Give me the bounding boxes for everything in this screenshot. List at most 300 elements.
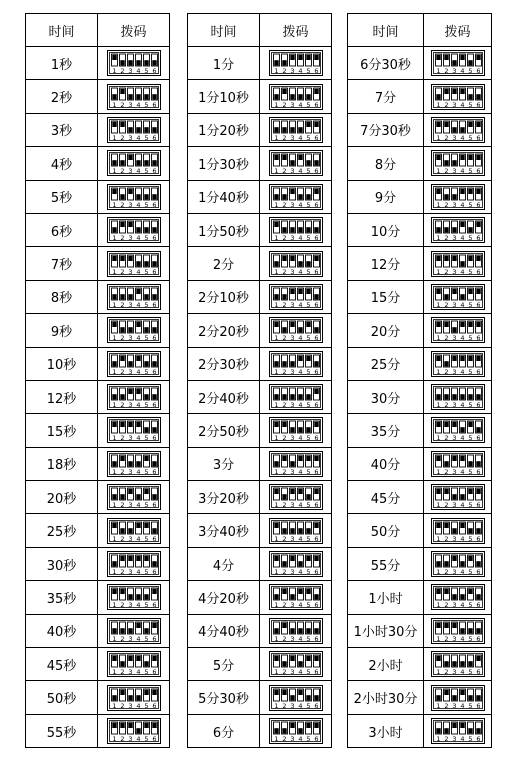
dip-switch-knob-off [314,328,318,333]
switch-number-label: 1 [435,167,441,176]
switch-number-label: 3 [127,134,133,143]
dip-switch [431,651,485,677]
table-row [26,414,170,447]
dip-switch-knob-on [436,322,440,327]
dip-switch-knob-on [460,322,464,327]
dip-switch-graphic [431,117,485,143]
switch-number-label: 5 [305,735,311,744]
switch-number-label: 5 [143,701,149,710]
dip-switch-graphic [107,217,161,243]
dip-switch-knob-on [476,356,480,361]
dip-code-cell [260,80,332,113]
dip-switch-knob-on [120,255,124,260]
switch-number-label: 3 [289,468,295,477]
dip-switch-graphic [431,184,485,210]
table-row [26,581,170,614]
table-row [348,180,492,213]
dip-switch-knob-off [290,628,294,633]
switch-number-label: 6 [475,534,481,543]
dip-switch-knob-off [274,294,278,299]
switch-number-label: 2 [119,100,125,109]
dip-switch-knob-off [436,561,440,566]
dip-switch-knob-off [436,394,440,399]
switch-number-label: 6 [313,601,319,610]
dip-switch-graphic [269,685,323,711]
time-cell: 18秒 [26,447,98,480]
switch-number-label: 6 [151,401,157,410]
dip-switch-knob-off [460,561,464,566]
dip-switch-knob-off [144,161,148,166]
dip-switch-knob-on [444,122,448,127]
switch-number-label: 5 [305,401,311,410]
switch-number-label: 3 [451,200,457,209]
time-cell: 40秒 [26,614,98,647]
dip-switch-knob-off [128,628,132,633]
dip-switch-graphic [107,618,161,644]
table-row [348,614,492,647]
dip-switch-graphic [431,317,485,343]
switch-number-label: 2 [281,434,287,443]
switch-number-label: 6 [313,668,319,677]
switch-number-label: 6 [151,234,157,243]
switch-number-label: 4 [135,635,141,644]
dip-switch-knob-off [112,628,116,633]
dip-switch-knob-on [436,189,440,194]
switch-number-label: 4 [459,668,465,677]
switch-number-label: 5 [467,167,473,176]
dip-switch-knob-on [436,289,440,294]
switch-number-label: 4 [459,67,465,76]
dip-code-cell [98,648,170,681]
switch-number-label: 2 [281,267,287,276]
switch-number-label: 6 [151,701,157,710]
dip-switch-knob-off [306,161,310,166]
dip-switch [269,484,323,510]
dip-switch-knob-off [444,294,448,299]
dip-code-cell [424,481,492,514]
switch-number-label: 2 [119,267,125,276]
dip-switch [431,551,485,577]
dip-switch-knob-off [452,194,456,199]
switch-number-label: 2 [119,367,125,376]
dip-switch-knob-on [460,689,464,694]
table-row [26,180,170,213]
switch-number-label: 4 [459,468,465,477]
dip-switch-knob-off [476,394,480,399]
dip-switch-knob-on [468,322,472,327]
dip-switch-knob-off [452,595,456,600]
switch-number-label: 3 [289,434,295,443]
time-cell: 1分10秒 [188,80,260,113]
dip-switch-knob-on [274,222,278,227]
switch-number-label: 4 [135,334,141,343]
switch-number-label: 6 [313,334,319,343]
dip-switch [269,217,323,243]
switch-number-label: 2 [119,468,125,477]
dip-switch-knob-on [152,656,156,661]
dip-switch-knob-off [444,461,448,466]
switch-number-label: 2 [281,367,287,376]
switch-number-label: 3 [289,67,295,76]
switch-number-label: 6 [151,501,157,510]
time-cell: 1分30秒 [188,147,260,180]
dip-switch-knob-off [476,528,480,533]
switch-number-label: 1 [111,468,117,477]
time-cell: 25秒 [26,514,98,547]
dip-switch [269,384,323,410]
switch-number-label: 5 [143,534,149,543]
dip-switch-knob-off [274,94,278,99]
dip-switch-knob-on [120,88,124,93]
switch-number-label: 4 [297,735,303,744]
table-row [348,47,492,80]
switch-number-label: 5 [467,367,473,376]
switch-number-label: 1 [111,334,117,343]
switch-number-label: 2 [443,334,449,343]
dip-switch [269,251,323,277]
dip-switch-knob-on [298,589,302,594]
dip-switch-graphic [107,584,161,610]
dip-switch-knob-off [120,628,124,633]
dip-switch-knob-off [152,161,156,166]
switch-number-label: 3 [451,601,457,610]
switch-number-label: 2 [443,134,449,143]
switch-number-label: 2 [119,668,125,677]
dip-switch-knob-off [274,461,278,466]
dip-switch-knob-on [274,522,278,527]
dip-switch-knob-off [282,728,286,733]
dip-switch-knob-off [306,695,310,700]
switch-number-label: 6 [313,67,319,76]
dip-switch [107,184,161,210]
time-cell: 12分 [348,247,424,280]
switch-number-label: 4 [297,234,303,243]
time-cell: 2秒 [26,80,98,113]
switch-number-label: 6 [313,434,319,443]
switch-number-label: 3 [127,668,133,677]
switch-number-label: 6 [313,301,319,310]
switch-number-label: 5 [143,67,149,76]
dip-switch-knob-on [476,155,480,160]
switch-number-label: 2 [281,200,287,209]
switch-number-label: 2 [281,468,287,477]
switch-number-label: 5 [143,601,149,610]
dip-switch-knob-on [120,689,124,694]
switch-number-label: 1 [273,501,279,510]
switch-number-label: 3 [127,334,133,343]
dip-switch-knob-on [468,155,472,160]
switch-number-label: 3 [289,367,295,376]
dip-switch-knob-off [460,595,464,600]
switch-number-label: 4 [297,635,303,644]
switch-number-label: 1 [111,701,117,710]
dip-switch-knob-off [314,227,318,232]
switch-number-label: 1 [111,67,117,76]
switch-number-label: 3 [451,100,457,109]
time-cell: 20秒 [26,481,98,514]
dip-switch-knob-off [290,595,294,600]
dip-code-cell [424,280,492,313]
dip-switch-knob-on [152,723,156,728]
switch-number-label: 4 [135,234,141,243]
switch-number-label: 4 [135,501,141,510]
time-cell: 55分 [348,547,424,580]
dip-switch-knob-off [290,161,294,166]
dip-switch-graphic [431,685,485,711]
switch-number-label: 1 [273,635,279,644]
switch-number-label: 4 [459,334,465,343]
dip-switch-knob-on [460,189,464,194]
dip-switch-graphic [431,351,485,377]
switch-number-label: 3 [451,701,457,710]
dip-switch [107,317,161,343]
dip-switch-knob-on [144,689,148,694]
switch-number-label: 1 [435,67,441,76]
dip-switch-knob-off [112,394,116,399]
switch-number-label: 5 [143,635,149,644]
dip-switch-graphic [107,417,161,443]
dip-switch-knob-on [282,623,286,628]
switch-number-label: 1 [273,735,279,744]
switch-number-label: 5 [467,635,473,644]
dip-switch [107,384,161,410]
dip-switch-knob-on [128,155,132,160]
switch-number-label: 5 [305,434,311,443]
dip-switch-knob-on [436,456,440,461]
switch-number-label: 6 [313,234,319,243]
table-row [348,247,492,280]
switch-number-label: 3 [451,534,457,543]
dip-switch-knob-on [136,389,140,394]
dip-switch-knob-on [120,723,124,728]
dip-code-cell [424,113,492,146]
dip-switch-knob-on [314,122,318,127]
dip-switch-knob-on [112,589,116,594]
dip-switch-knob-off [476,595,480,600]
dip-switch [107,150,161,176]
dip-switch [269,84,323,110]
switch-number-label: 6 [475,367,481,376]
dip-switch-knob-on [298,289,302,294]
switch-number-label: 4 [135,668,141,677]
switch-number-label: 4 [459,234,465,243]
switch-number-label: 5 [467,100,473,109]
time-cell: 2分 [188,247,260,280]
time-cell: 4分20秒 [188,581,260,614]
dip-switch-knob-off [452,227,456,232]
dip-switch-knob-on [128,222,132,227]
dip-switch-knob-off [460,428,464,433]
dip-switch [107,84,161,110]
switch-number-label: 1 [435,534,441,543]
table-row [26,648,170,681]
switch-number-label: 2 [281,100,287,109]
dip-switch-knob-on [112,55,116,60]
switch-number-label: 5 [305,468,311,477]
switch-number-label: 1 [435,668,441,677]
switch-number-label: 2 [281,735,287,744]
dip-switch [107,451,161,477]
dip-code-cell [260,714,332,747]
switch-number-label: 6 [475,701,481,710]
dip-switch-knob-on [282,255,286,260]
switch-number-label: 6 [475,134,481,143]
switch-number-label: 4 [135,701,141,710]
switch-number-label: 5 [143,367,149,376]
switch-number-label: 3 [289,301,295,310]
switch-number-label: 4 [135,167,141,176]
dip-switch-knob-on [444,88,448,93]
switch-number-label: 6 [151,668,157,677]
dip-switch-knob-on [298,456,302,461]
table-row [348,147,492,180]
dip-switch-knob-on [290,289,294,294]
switch-number-label: 5 [305,100,311,109]
dip-code-cell [260,180,332,213]
dip-switch-graphic [107,351,161,377]
switch-number-label: 2 [443,434,449,443]
dip-switch-knob-off [274,261,278,266]
switch-number-label: 6 [313,735,319,744]
dip-switch-knob-on [152,623,156,628]
dip-switch-knob-on [436,422,440,427]
switch-number-label: 4 [135,468,141,477]
dip-switch [269,50,323,76]
switch-number-label: 6 [151,568,157,577]
dip-code-cell [424,147,492,180]
time-cell: 3分 [188,447,260,480]
dip-switch-graphic [431,251,485,277]
dip-switch-knob-off [136,94,140,99]
dip-switch-knob-off [298,661,302,666]
switch-number-label: 6 [313,167,319,176]
switch-number-label: 1 [273,401,279,410]
switch-number-label: 1 [273,434,279,443]
switch-number-label: 1 [111,367,117,376]
switch-number-label: 4 [297,534,303,543]
dip-code-cell [98,547,170,580]
dip-switch-knob-on [468,122,472,127]
switch-number-label: 4 [459,635,465,644]
dip-switch-knob-off [460,127,464,132]
dip-switch-knob-off [306,394,310,399]
switch-number-label: 3 [127,501,133,510]
dip-switch-knob-on [444,255,448,260]
dip-switch-knob-off [120,161,124,166]
dip-switch-graphic [269,584,323,610]
table-row [26,147,170,180]
switch-number-label: 4 [135,601,141,610]
switch-number-label: 6 [313,635,319,644]
dip-switch [269,150,323,176]
switch-number-label: 6 [151,100,157,109]
dip-switch-knob-on [460,222,464,227]
switch-number-label: 6 [475,501,481,510]
switch-number-label: 2 [281,635,287,644]
switch-number-label: 6 [151,67,157,76]
table-row [26,213,170,246]
dip-switch-knob-off [460,628,464,633]
switch-number-label: 2 [119,234,125,243]
dip-switch-knob-off [306,94,310,99]
dip-switch [431,284,485,310]
table-row [26,280,170,313]
dip-switch-knob-on [144,723,148,728]
time-cell: 2分40秒 [188,380,260,413]
dip-switch-knob-on [274,656,278,661]
dip-code-cell [424,714,492,747]
table-row [188,247,332,280]
table-row [26,614,170,647]
dip-switch-knob-off [152,127,156,132]
switch-number-label: 2 [281,668,287,677]
switch-number-label: 2 [281,301,287,310]
dip-switch [269,284,323,310]
dip-switch-knob-off [298,261,302,266]
switch-number-label: 6 [313,534,319,543]
dip-switch-knob-on [436,623,440,628]
dip-switch-knob-on [144,489,148,494]
switch-number-label: 4 [459,701,465,710]
switch-number-label: 4 [135,100,141,109]
dip-switch-knob-off [144,194,148,199]
switch-number-label: 2 [281,568,287,577]
header-code: 拨码 [424,14,492,47]
switch-number-label: 6 [475,635,481,644]
dip-switch-graphic [107,651,161,677]
dip-switch-knob-on [120,356,124,361]
dip-switch-knob-off [128,127,132,132]
dip-switch [269,651,323,677]
switch-number-label: 2 [281,401,287,410]
switch-number-label: 5 [467,401,473,410]
switch-number-label: 2 [443,67,449,76]
time-cell: 40分 [348,447,424,480]
dip-switch-knob-on [314,556,318,561]
switch-number-label: 1 [273,668,279,677]
switch-number-label: 4 [135,67,141,76]
switch-number-label: 5 [467,200,473,209]
table-row [348,213,492,246]
dip-switch [431,50,485,76]
dip-switch-knob-on [298,55,302,60]
dip-switch-knob-off [298,728,302,733]
switch-number-label: 6 [475,468,481,477]
switch-number-label: 6 [151,134,157,143]
switch-number-label: 1 [435,401,441,410]
switch-number-label: 1 [273,67,279,76]
dip-switch [269,551,323,577]
table-row [188,47,332,80]
dip-switch-knob-off [290,428,294,433]
dip-code-cell [424,514,492,547]
dip-switch-knob-on [144,522,148,527]
dip-switch-knob-off [274,394,278,399]
switch-number-label: 5 [143,334,149,343]
dip-switch-knob-on [298,689,302,694]
switch-number-label: 5 [143,568,149,577]
time-cell: 50秒 [26,681,98,714]
switch-number-label: 1 [273,134,279,143]
dip-switch-knob-off [136,127,140,132]
dip-code-cell [98,481,170,514]
dip-switch-knob-off [452,328,456,333]
dip-switch-graphic [269,518,323,544]
dip-switch-knob-on [476,122,480,127]
dip-switch-knob-on [136,522,140,527]
switch-number-label: 6 [475,301,481,310]
switch-number-label: 1 [273,701,279,710]
